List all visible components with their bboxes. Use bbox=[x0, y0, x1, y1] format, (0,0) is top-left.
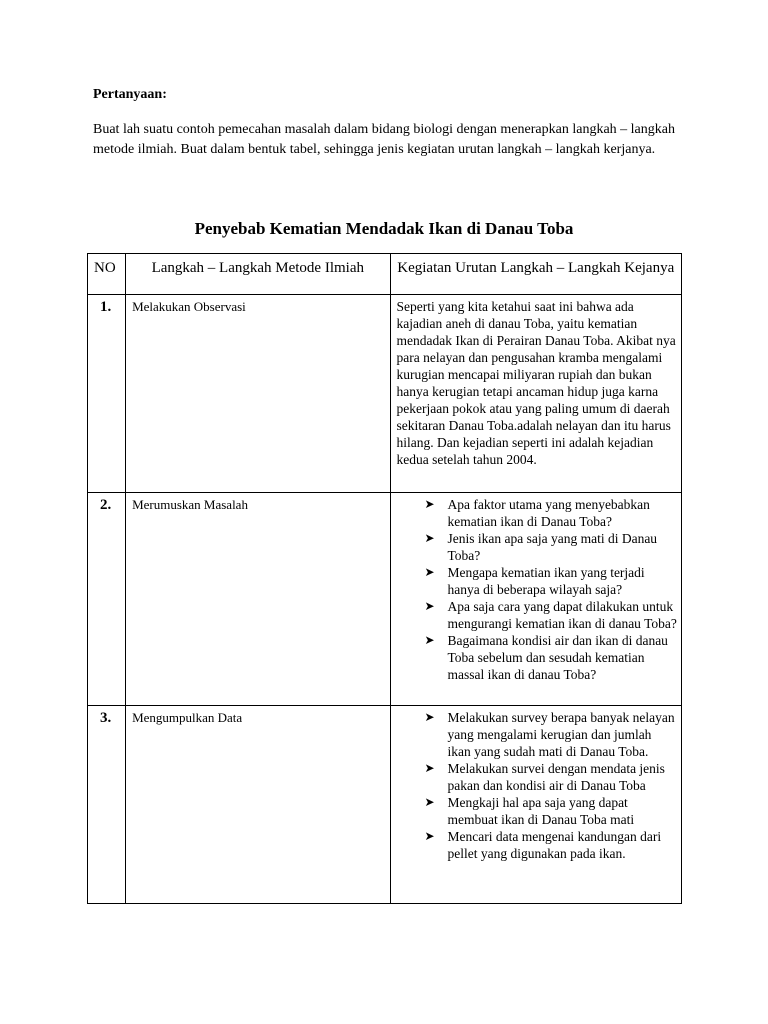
row-number: 1. bbox=[88, 295, 126, 493]
list-item bbox=[425, 709, 678, 760]
list-item-text: Melakukan survey berapa banyak nelayan yang mengalami kerugian dan jumlah ikan yang sudah mati di Danau Toba. bbox=[447, 710, 675, 759]
list-item-text: Mengapa kematian ikan yang terjadi hanya di beberapa wilayah saja? bbox=[447, 565, 645, 597]
list-item-text: Apa saja cara yang dapat dilakukan untuk mengurangi kematian ikan di danau Toba? bbox=[447, 599, 677, 631]
arrow-bullet-icon: ➤ bbox=[424, 633, 435, 647]
list-item bbox=[425, 564, 678, 598]
list-item-text: Mencari data mengenai kandungan dari pellet yang digunakan pada ikan. bbox=[447, 829, 662, 861]
list-item bbox=[425, 530, 678, 564]
arrow-bullet-icon: ➤ bbox=[424, 599, 435, 613]
activity-paragraph: Seperti yang kita ketahui saat ini bahwa ada kajadian aneh di danau Toba, yaitu kematian mendadak Ikan di Perairan Danau Toba. Akibat nya para nelayan dan pengusahan kramba mengalami kurugian mencapai miliyaran rupiah dan bukan hanya kerugian tetapi ancaman hidup juga karna pekerjaan pokok atau yang paling umum di daerah sekitaran Danau Toba.adalah nelayan dan itu harus hilang. Dan kejadian seperti ini adalah kejadian kedua setelah tahun 2004. bbox=[396, 299, 676, 467]
list-item-text: Jenis ikan apa saja yang mati di Danau Toba? bbox=[447, 531, 658, 563]
table-row bbox=[88, 295, 682, 493]
arrow-bullet-icon: ➤ bbox=[424, 761, 435, 775]
table-row bbox=[88, 706, 682, 904]
row-step: Mengumpulkan Data bbox=[126, 706, 390, 904]
table-row bbox=[88, 493, 682, 706]
header-no: NO bbox=[88, 254, 126, 295]
arrow-bullet-icon: ➤ bbox=[424, 531, 435, 545]
row-number: 3. bbox=[88, 706, 126, 904]
arrow-bullet-icon: ➤ bbox=[424, 710, 435, 724]
row-activity bbox=[390, 493, 682, 706]
question-text: Buat lah suatu contoh pemecahan masalah dalam bidang biologi dengan menerapkan langkah – langkah metode ilmiah. Buat dalam bentuk tabel, sehingga jenis kegiatan urutan langkah – langkah kerjanya. bbox=[93, 122, 675, 157]
row-number: 2. bbox=[88, 493, 126, 706]
arrow-bullet-icon: ➤ bbox=[424, 829, 435, 843]
list-item-text: Apa faktor utama yang menyebabkan kematian ikan di Danau Toba? bbox=[447, 497, 650, 529]
document-title: Penyebab Kematian Mendadak Ikan di Danau Toba bbox=[194, 219, 574, 238]
list-item bbox=[425, 632, 678, 683]
arrow-bullet-icon: ➤ bbox=[424, 795, 435, 809]
list-item bbox=[425, 760, 678, 794]
list-item bbox=[425, 496, 678, 530]
header-activity: Kegiatan Urutan Langkah – Langkah Kejanya bbox=[390, 254, 682, 295]
row-step: Melakukan Observasi bbox=[126, 295, 390, 493]
row-activity bbox=[390, 295, 682, 493]
list-item bbox=[425, 828, 678, 862]
header-step: Langkah – Langkah Metode Ilmiah bbox=[126, 254, 390, 295]
activity-list bbox=[397, 709, 678, 862]
list-item-text: Melakukan survei dengan mendata jenis pakan dan kondisi air di Danau Toba bbox=[447, 761, 665, 793]
list-item-text: Mengkaji hal apa saja yang dapat membuat ikan di Danau Toba mati bbox=[447, 795, 635, 827]
row-activity bbox=[390, 706, 682, 904]
question-label: Pertanyaan: bbox=[93, 87, 167, 102]
arrow-bullet-icon: ➤ bbox=[424, 565, 435, 579]
list-item bbox=[425, 794, 678, 828]
table-header-row bbox=[88, 254, 682, 295]
scientific-method-table bbox=[87, 253, 682, 904]
arrow-bullet-icon: ➤ bbox=[424, 497, 435, 511]
list-item bbox=[425, 598, 678, 632]
row-step: Merumuskan Masalah bbox=[126, 493, 390, 706]
list-item-text: Bagaimana kondisi air dan ikan di danau Toba sebelum dan sesudah kematian massal ikan di danau Toba? bbox=[447, 633, 668, 682]
activity-list bbox=[397, 496, 678, 683]
